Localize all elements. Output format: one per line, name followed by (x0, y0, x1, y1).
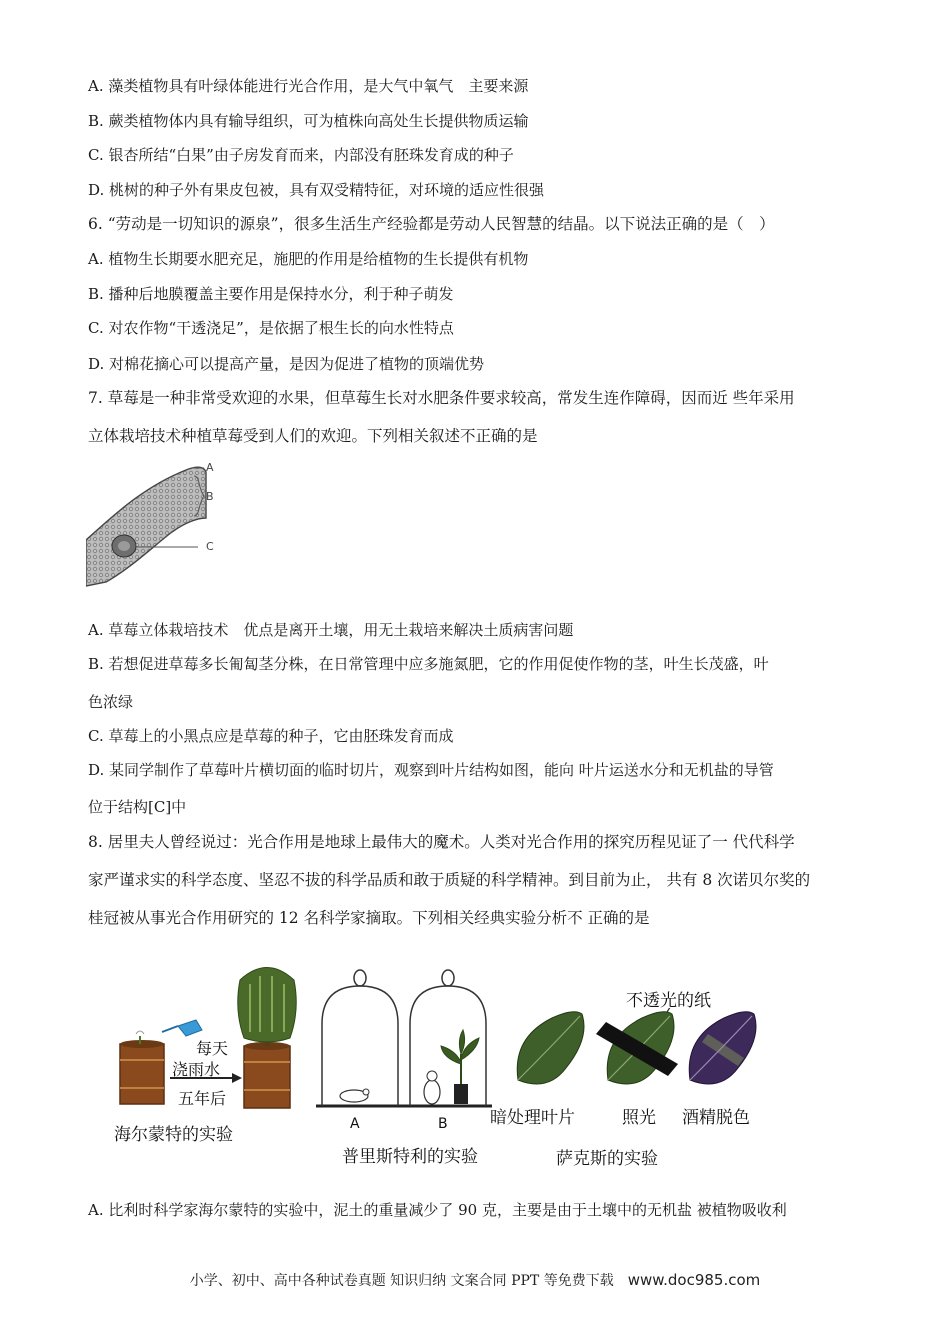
q8-stem-line-3: 桂冠被从事光合作用研究的 12 名科学家摘取。下列相关经典实验分析不 正确的是 (88, 909, 650, 927)
helmont-step-water: 浇雨水 (172, 1060, 221, 1079)
figure-label-c: C (206, 540, 214, 553)
priestley-caption: 普里斯特利的实验 (342, 1147, 478, 1167)
q7-stem-line-1: 7. 草莓是一种非常受欢迎的水果，但草莓生长对水肥条件要求较高，常发生连作障碍，因而近 些年采用 (88, 389, 795, 407)
q6-stem: 6. “劳动是一切知识的源泉”，很多生活生产经验都是劳动人民智慧的结晶。以下说法正确的是（ ） (88, 215, 775, 233)
leaf-cross-section-image (86, 458, 226, 590)
helmont-caption: 海尔蒙特的实验 (114, 1125, 233, 1145)
footer-text: 小学、初中、高中各种试卷真题 知识归纳 文案合同 PPT 等免费下载 (189, 1273, 614, 1289)
q6-option-a: A. 植物生长期要水肥充足，施肥的作用是给植物的生长提供有机物 (88, 250, 529, 268)
leaf-cross-section-figure (86, 458, 226, 590)
q5-option-b: B. 蕨类植物体内具有输导组织，可为植株向高处生长提供物质运输 (88, 112, 529, 130)
q7-option-d-line-1: D. 某同学制作了草莓叶片横切面的临时切片，观察到叶片结构如图，能向 叶片运送水分和无机盐的导管 (88, 761, 774, 779)
figure-label-a: A (206, 461, 214, 474)
q6-option-b: B. 播种后地膜覆盖主要作用是保持水分，利于种子萌发 (88, 285, 454, 303)
priestley-experiment-drawing (314, 964, 494, 1114)
sachs-step-alcohol: 酒精脱色 (682, 1108, 750, 1128)
q5-option-a: A. 藻类植物具有叶绿体能进行光合作用，是大气中氧气 主要来源 (88, 77, 529, 95)
helmont-step-daily: 每天 (196, 1039, 229, 1058)
sachs-step-light: 照光 (622, 1108, 656, 1128)
q7-option-b-line-2: 色浓绿 (88, 693, 134, 711)
photosynthesis-experiments-figure (100, 960, 780, 1170)
priestley-label-b: B (438, 1116, 448, 1132)
priestley-label-a: A (350, 1116, 360, 1132)
q7-option-c: C. 草莓上的小黑点应是草莓的种子，它由胚珠发育而成 (88, 727, 454, 745)
sachs-caption: 萨克斯的实验 (556, 1149, 658, 1169)
q7-stem-line-2: 立体栽培技术种植草莓受到人们的欢迎。下列相关叙述不正确的是 (88, 427, 538, 445)
q6-option-c: C. 对农作物“干透浇足”，是依据了根生长的向水性特点 (88, 319, 454, 337)
q7-option-d-line-2: 位于结构[C]中 (88, 798, 187, 816)
sachs-step-dark: 暗处理叶片 (490, 1108, 575, 1128)
q5-option-d: D. 桃树的种子外有果皮包被，具有双受精特征，对环境的适应性很强 (88, 181, 545, 199)
q8-stem-line-1: 8. 居里夫人曾经说过：光合作用是地球上最伟大的魔术。人类对光合作用的探究历程见证了一 代代科学 (88, 833, 795, 851)
q7-option-a: A. 草莓立体栽培技术 优点是离开土壤，用无土栽培来解决土质病害问题 (88, 621, 574, 639)
helmont-step-five-years: 五年后 (178, 1089, 227, 1108)
q8-stem-line-2: 家严谨求实的科学态度、坚忍不拔的科学品质和敢于质疑的科学精神。到目前为止， 共有 8 次诺贝尔奖的 (88, 871, 811, 889)
page-footer (0, 1270, 950, 1290)
sachs-paper-label: 不透光的纸 (626, 991, 711, 1011)
figure-label-b: B (206, 490, 214, 503)
q7-option-b-line-1: B. 若想促进草莓多长匍匐茎分株，在日常管理中应多施氮肥，它的作用促使作物的茎，叶生长茂盛，叶 (88, 655, 769, 673)
q5-option-c: C. 银杏所结“白果”由子房发育而来，内部没有胚珠发育成的种子 (88, 146, 514, 164)
footer-url[interactable]: www.doc985.com (627, 1271, 761, 1289)
q6-option-d: D. 对棉花摘心可以提高产量，是因为促进了植物的顶端优势 (88, 355, 485, 373)
sachs-experiment-drawing (512, 1008, 762, 1100)
q8-option-a: A. 比利时科学家海尔蒙特的实验中，泥土的重量减少了 90 克，主要是由于土壤中的无机盐 被植物吸收利 (88, 1201, 787, 1219)
